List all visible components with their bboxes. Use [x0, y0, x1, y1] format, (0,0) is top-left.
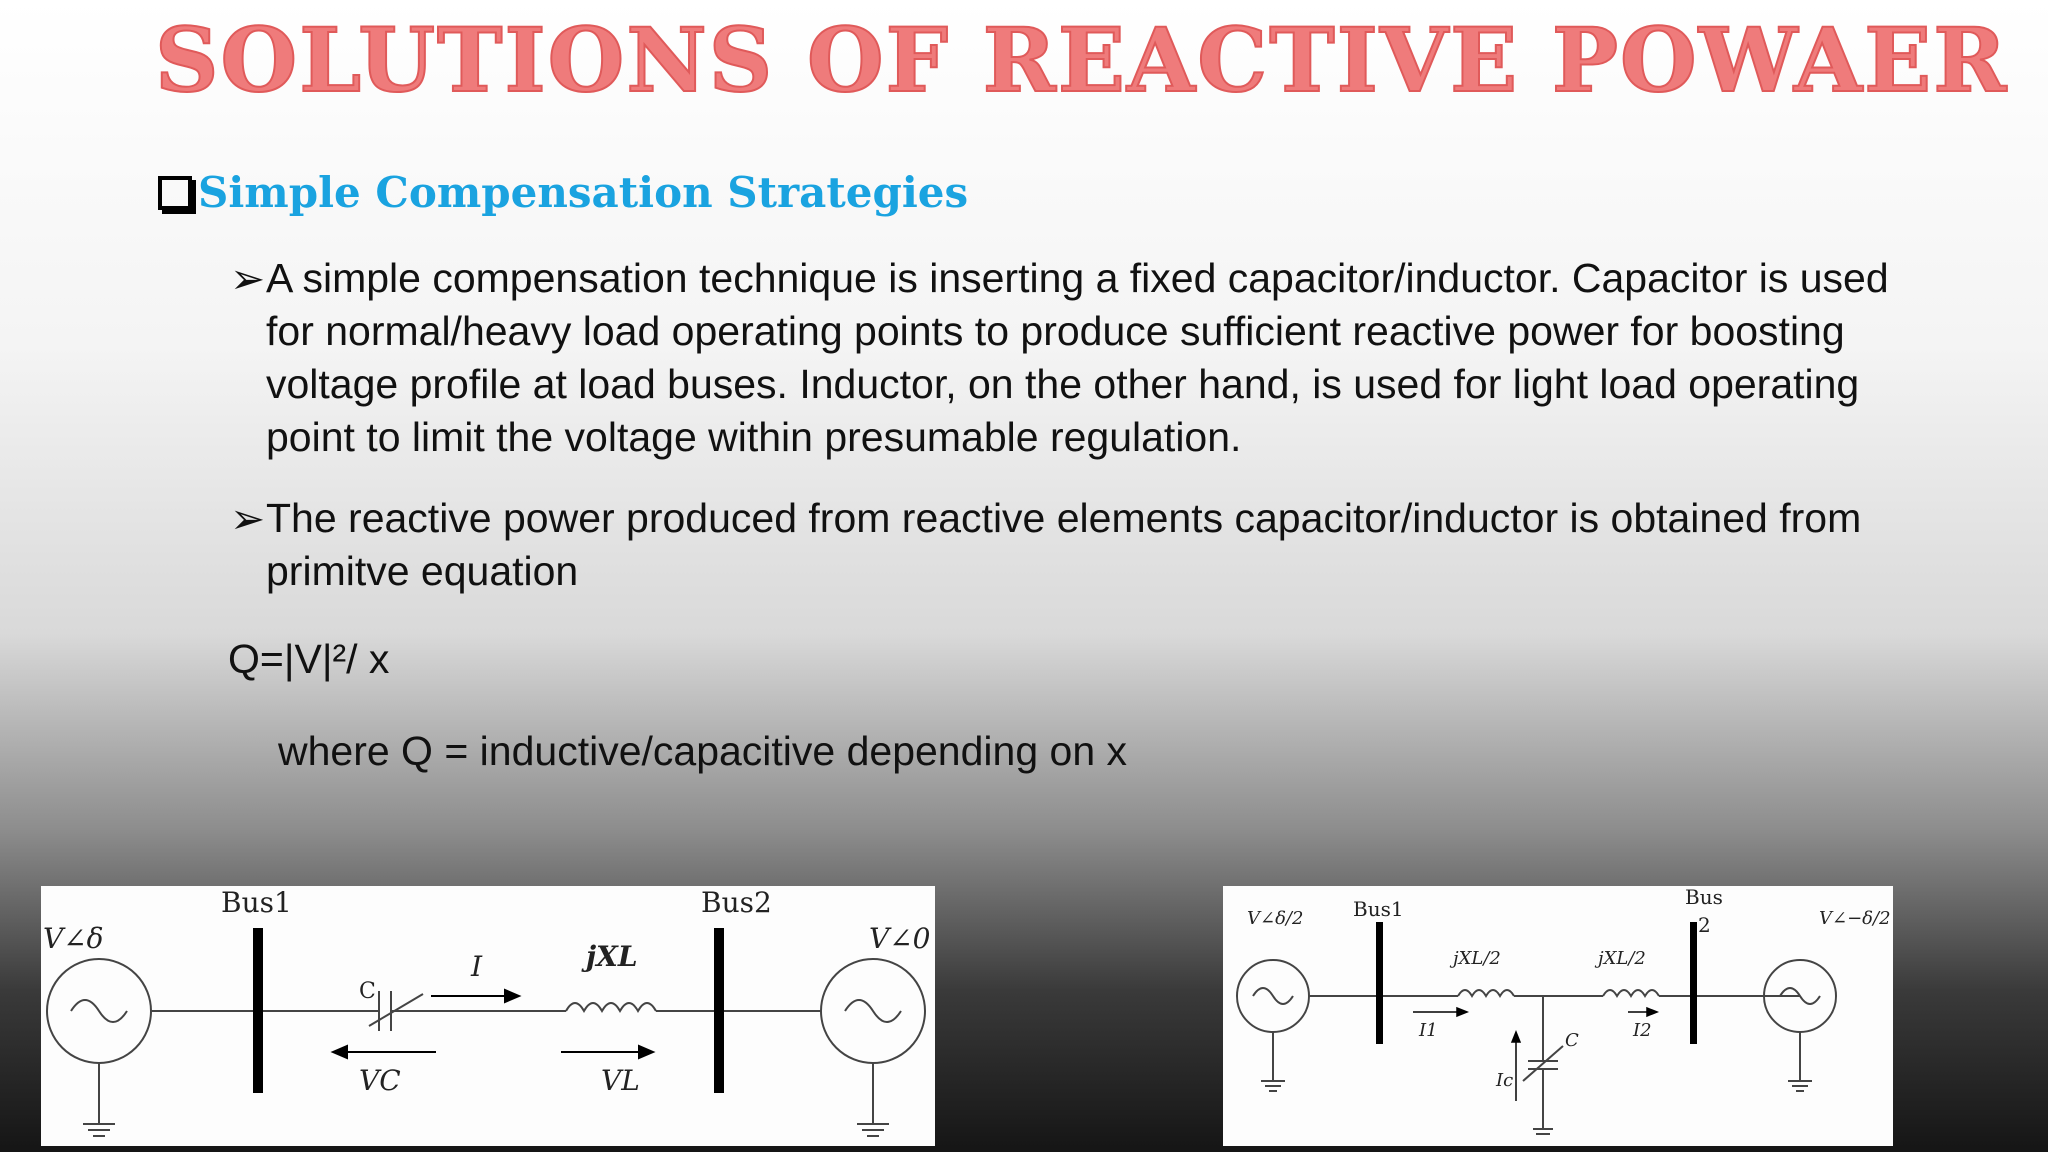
bus2-label: Bus	[1685, 886, 1723, 909]
sink-voltage-label: V∠0	[869, 922, 931, 955]
checkbox-bullet-icon	[158, 176, 192, 210]
i1-label: I1	[1419, 1020, 1438, 1041]
c-label: C	[1565, 1030, 1579, 1051]
source-voltage-label: V∠δ/2	[1247, 908, 1304, 929]
bus1-label: Bus1	[221, 886, 292, 919]
i2-label: I2	[1633, 1020, 1652, 1041]
vc-label: VC	[359, 1064, 401, 1097]
shunt-compensation-diagram	[1223, 886, 1893, 1146]
bus1-bar	[253, 928, 263, 1093]
section-heading	[158, 168, 968, 217]
arrow-bullet-icon: ➢	[230, 495, 266, 542]
ic-label: Ic	[1496, 1070, 1514, 1091]
bus2-bar	[714, 928, 724, 1093]
inductor-label: jXL	[586, 940, 638, 973]
inductor1-label: jXL/2	[1453, 948, 1501, 969]
bus2-label: Bus2	[701, 886, 772, 919]
capacitor-label: C	[359, 979, 376, 1004]
current-label: I	[471, 950, 483, 983]
bus1-label: Bus1	[1353, 897, 1404, 921]
vl-label: VL	[601, 1064, 640, 1097]
bullet-item	[230, 252, 1930, 464]
series-compensation-diagram	[41, 886, 935, 1146]
bus1-bar	[1376, 922, 1383, 1044]
sink-voltage-label: V∠−δ/2	[1819, 908, 1891, 929]
bullet-text: A simple compensation technique is inserting a fixed capacitor/inductor. Capacitor is used for normal/heavy load operating points to produce sufficient reactive power for boosting voltage profile at load buses. Inductor, on the other hand, is used for light load operating point to limit the voltage within presumable regulation.	[266, 255, 1889, 460]
source-voltage-label: V∠δ	[43, 922, 104, 955]
bus2-bar	[1690, 922, 1697, 1044]
bullet-text: The reactive power produced from reactive elements capacitor/inductor is obtained from primitve equation	[266, 495, 1862, 594]
equation: Q=|V|²/ x	[228, 636, 390, 682]
slide-title: SOLUTIONS OF REACTIVE POWAER	[155, 8, 2009, 112]
inductor2-label: jXL/2	[1598, 948, 1646, 969]
bus2-number: 2	[1698, 913, 1711, 937]
arrow-bullet-icon: ➢	[230, 255, 266, 302]
heading-text: Simple Compensation Strategies	[198, 168, 969, 217]
bullet-item	[230, 492, 1930, 598]
equation-note: where Q = inductive/capacitive depending on x	[278, 728, 1128, 774]
